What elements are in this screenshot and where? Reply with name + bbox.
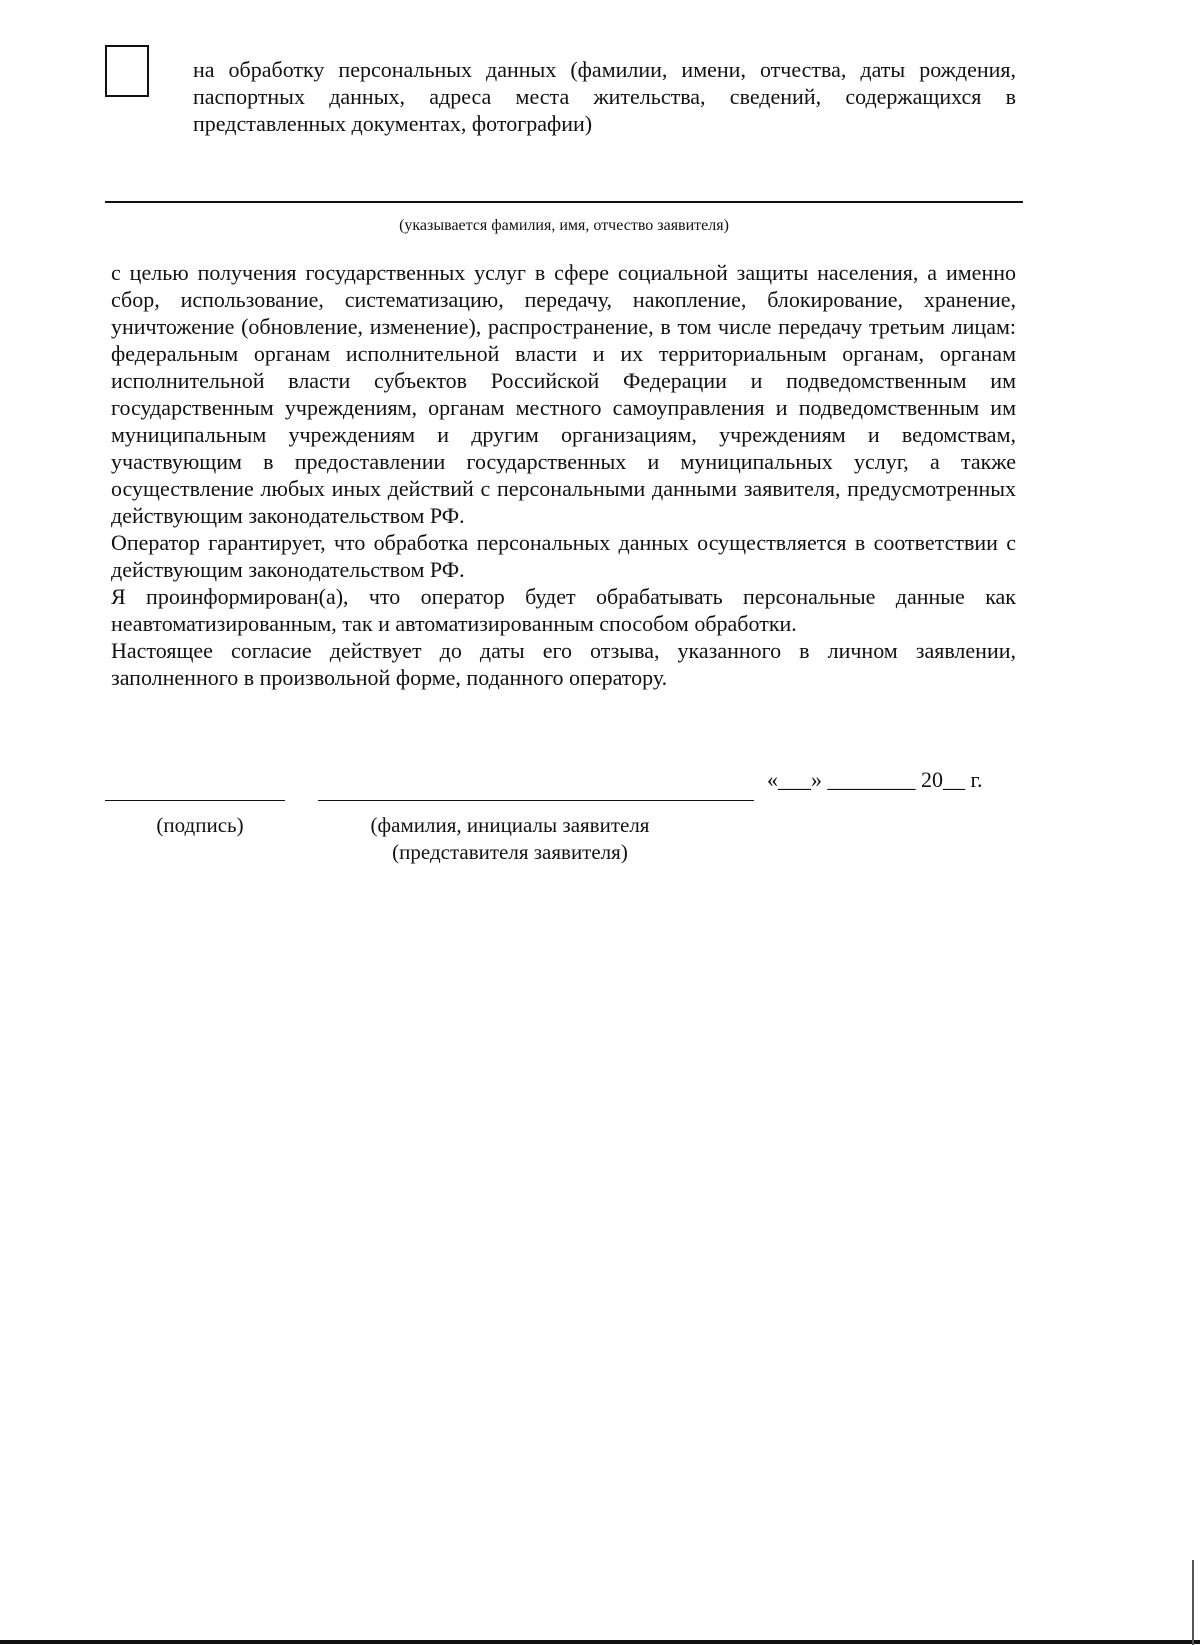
applicant-name-caption: (указывается фамилия, имя, отчество заявителя)	[399, 217, 729, 234]
processing-method-paragraph: Я проинформирован(а), что оператор будет обрабатывать персональные данные как неавтоматизированным, так и автоматизированным способом обработки.	[111, 584, 1016, 636]
validity-paragraph: Настоящее согласие действует до даты его отзыва, указанного в личном заявлении, заполненного в произвольной форме, поданного оператору.	[111, 638, 1016, 690]
consent-statement: на обработку персональных данных (фамилии, имени, отчества, даты рождения, паспортных данных, адреса места жительства, сведений, содержащихся в представленных документах, фотографии)	[193, 57, 1016, 136]
operator-guarantee-paragraph: Оператор гарантирует, что обработка персональных данных осуществляется в соответствии с действующим законодательством РФ.	[111, 530, 1016, 582]
signature-line[interactable]	[105, 800, 285, 801]
consent-body	[111, 259, 1016, 691]
fullname-caption-line1: (фамилия, инициалы заявителя	[370, 813, 650, 837]
fullname-line[interactable]	[318, 800, 754, 801]
signature-caption: (подпись)	[156, 813, 244, 837]
consent-checkbox[interactable]	[105, 45, 149, 97]
applicant-name-line[interactable]	[105, 201, 1023, 203]
purpose-paragraph: с целью получения государственных услуг в сфере социальной защиты населения, а именно сбор, использование, систематизацию, передачу, накопление, блокирование, хранение, уничтожение (обновление, изменение), распространение, в том числе передачу третьим лицам: федеральным органам исполнительной власти и их территориальным органам, органам исполнительной власти субъектов Российской Федерации и подведомственным им государственным учреждениям, органам местного самоуправления и подведомственным им муниципальным учреждениям и другим организациям, учреждениям и ведомствам, участвующим в предоставлении государственных и муниципальных услуг, а также осуществление любых иных действий с персональными данными заявителя, предусмотренных действующим законодательством РФ.	[111, 260, 1016, 528]
fullname-caption-line2: (представителя заявителя)	[392, 840, 628, 864]
scan-right-edge	[1192, 1560, 1194, 1645]
fullname-caption	[330, 812, 690, 866]
date-field[interactable]: «___» ________ 20__ г.	[767, 767, 983, 792]
scan-bottom-edge	[0, 1640, 1200, 1644]
